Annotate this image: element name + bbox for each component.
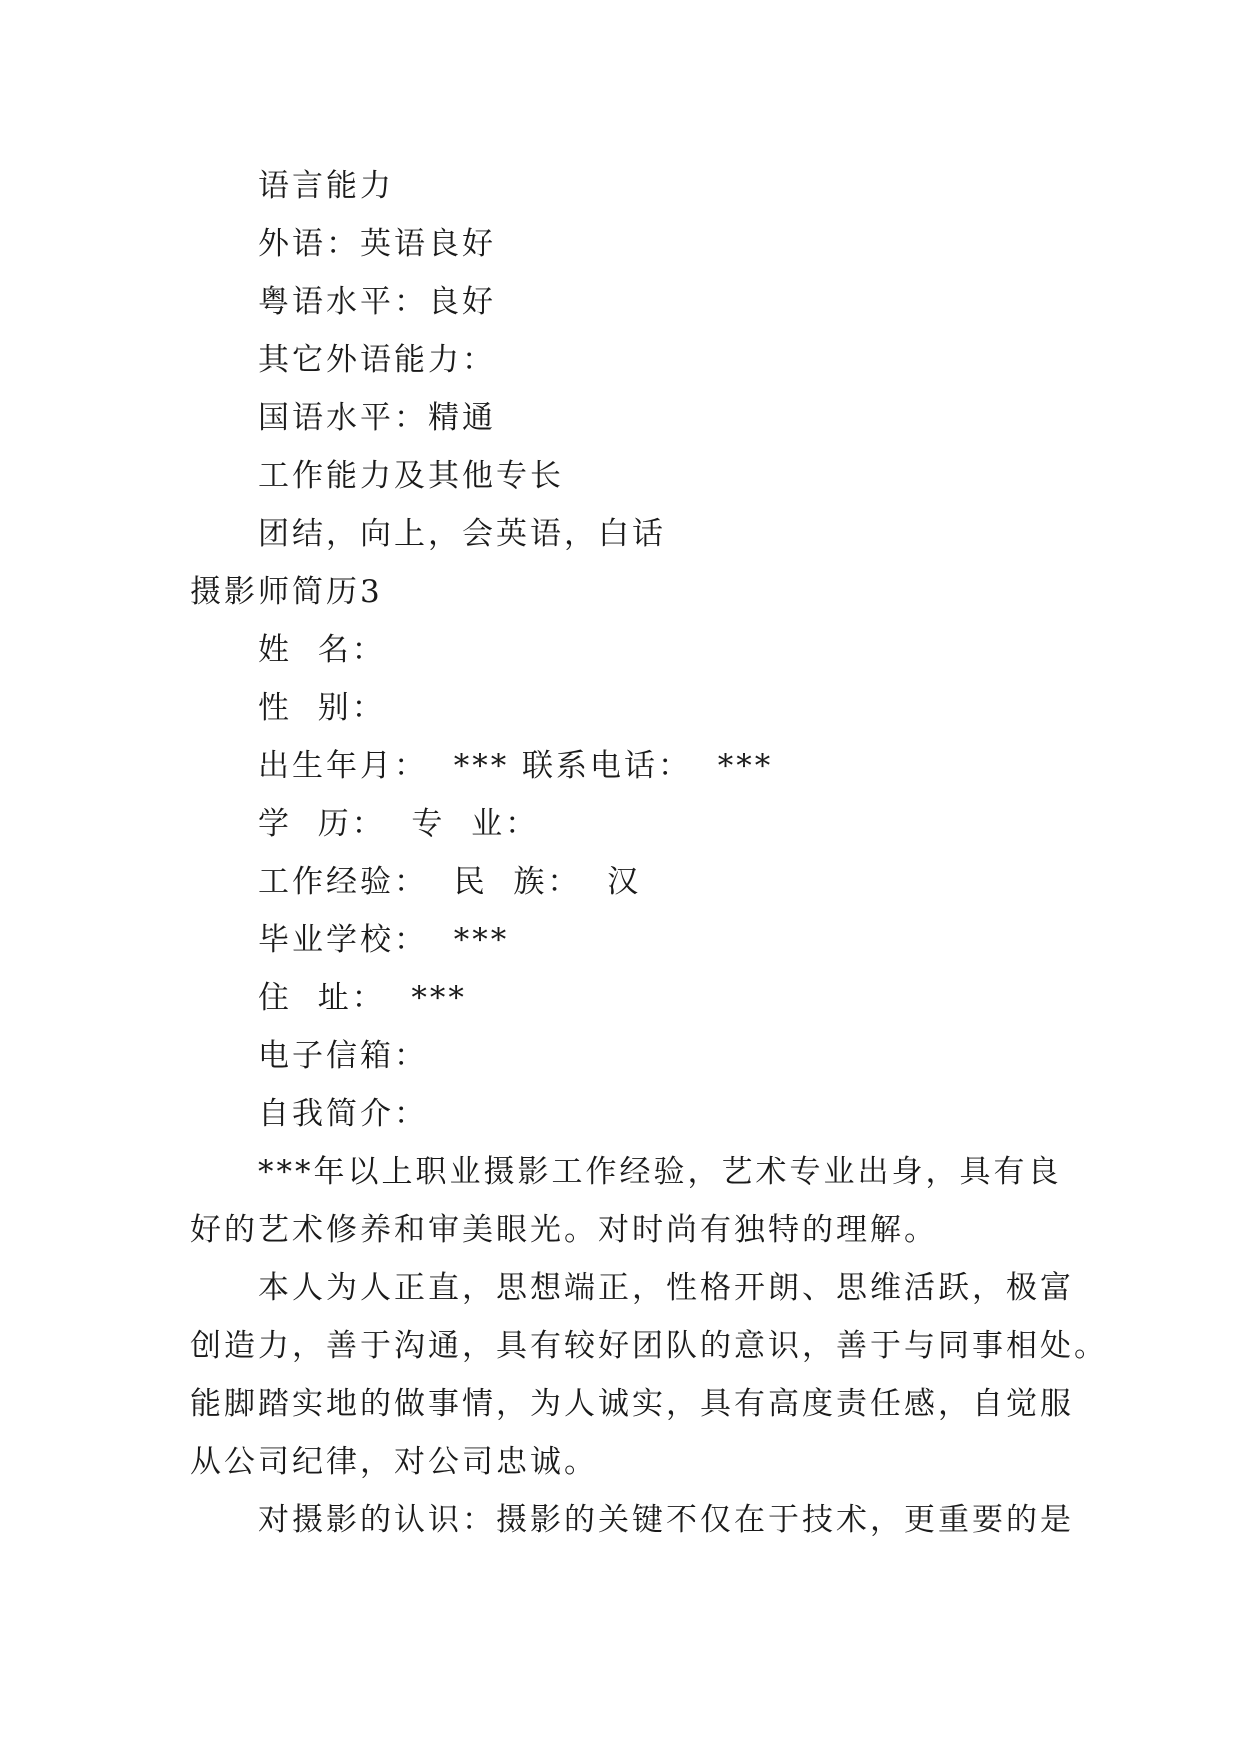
text-line: 粤语水平：良好	[258, 284, 496, 320]
paragraph-line: 对摄影的认识：摄影的关键不仅在于技术，更重要的是	[258, 1502, 1074, 1538]
section-heading-language: 语言能力	[258, 168, 394, 204]
field-self-intro: 自我简介：	[258, 1096, 428, 1132]
text-line: 团结，向上，会英语，白话	[258, 516, 666, 552]
text-line: 其它外语能力：	[258, 342, 496, 378]
text-line: 国语水平：精通	[258, 400, 496, 436]
paragraph-line: 好的艺术修养和审美眼光。对时尚有独特的理解。	[190, 1212, 938, 1248]
field-name: 姓 名：	[258, 632, 386, 668]
field-birth-phone: 出生年月： *** 联系电话： ***	[258, 748, 774, 784]
field-education-major: 学 历： 专 业：	[258, 806, 540, 842]
paragraph-line: 能脚踏实地的做事情，为人诚实，具有高度责任感，自觉服	[190, 1386, 1074, 1422]
resume-title: 摄影师简历3	[190, 574, 383, 610]
field-experience-ethnicity: 工作经验： 民 族： 汉	[258, 864, 642, 900]
field-school: 毕业学校： ***	[258, 922, 510, 958]
paragraph-line: 从公司纪律，对公司忠诚。	[190, 1444, 598, 1480]
paragraph-line: ***年以上职业摄影工作经验，艺术专业出身，具有良	[258, 1154, 1062, 1190]
paragraph-line: 创造力，善于沟通，具有较好团队的意识，善于与同事相处。	[190, 1328, 1108, 1364]
field-address: 住 址： ***	[258, 980, 467, 1016]
section-heading-skills: 工作能力及其他专长	[258, 458, 564, 494]
field-email: 电子信箱：	[258, 1038, 428, 1074]
text-line: 外语：英语良好	[258, 226, 496, 262]
paragraph-line: 本人为人正直，思想端正，性格开朗、思维活跃，极富	[258, 1270, 1074, 1306]
field-gender: 性 别：	[258, 690, 386, 726]
